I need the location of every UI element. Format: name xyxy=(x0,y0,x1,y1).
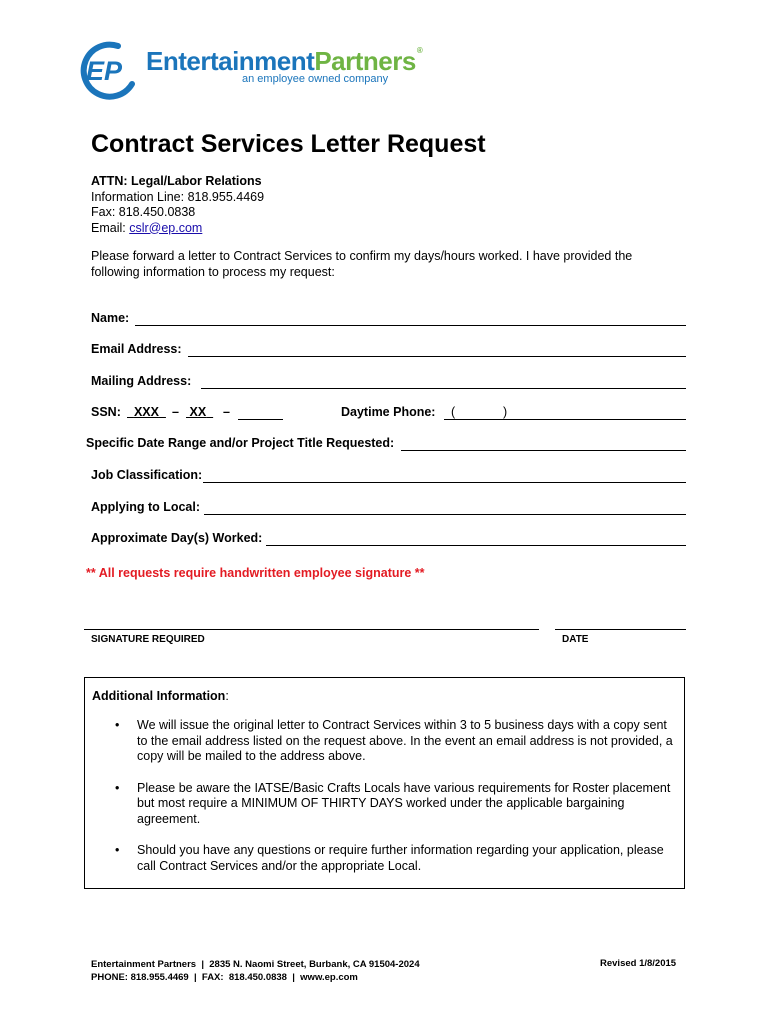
list-item: • We will issue the original letter to Contract Services within 3 to 5 business days with a copy sent to the email address listed on the request above. In the event an email address is not provided, a copy will be mailed to the address above. xyxy=(115,718,673,763)
name-field[interactable] xyxy=(135,325,686,326)
ep-logo-icon xyxy=(78,40,140,100)
footer-address: Entertainment Partners | 2835 N. Naomi Street, Burbank, CA 91504-2024 xyxy=(91,959,420,970)
list-item: • Please be aware the IATSE/Basic Crafts Locals have various requirements for Roster placement but most require a MINIMUM OF THIRTY DAYS worked under the applicable bargaining agreement. xyxy=(115,780,671,826)
contact-block xyxy=(91,174,264,236)
job-classification-field[interactable] xyxy=(203,482,686,483)
logo-tagline: an employee owned company xyxy=(242,73,389,85)
daytime-phone-label: Daytime Phone: xyxy=(341,405,436,419)
attn-line: ATTN: Legal/Labor Relations xyxy=(91,174,262,188)
date-line[interactable] xyxy=(555,629,686,630)
name-label: Name: xyxy=(91,311,130,325)
footer xyxy=(91,958,420,984)
logo-word-entertainment: Entertainment xyxy=(146,46,315,76)
email-address-field[interactable] xyxy=(188,356,686,357)
info-line: Information Line: 818.955.4469 xyxy=(91,189,265,204)
days-worked-label: Approximate Day(s) Worked: xyxy=(91,531,263,545)
date-range-label: Specific Date Range and/or Project Title Requested: xyxy=(86,436,395,450)
mailing-address-label: Mailing Address: xyxy=(91,374,192,388)
email-line xyxy=(91,221,264,237)
phone-area-open: ( xyxy=(451,405,456,419)
footer-contact: PHONE: 818.955.4469 | FAX: 818.450.0838 | www.ep.com xyxy=(91,972,358,983)
bullet-icon: • xyxy=(115,718,120,732)
applying-local-field[interactable] xyxy=(204,514,686,515)
company-logo xyxy=(78,40,423,100)
ssn-part-2[interactable]: XX xyxy=(189,405,207,419)
logo-word-partners: Partners xyxy=(314,46,416,76)
bullet-icon: • xyxy=(115,843,120,857)
registered-mark: ® xyxy=(416,46,423,55)
bullet-icon: • xyxy=(115,780,120,795)
page-title: Contract Services Letter Request xyxy=(91,130,486,158)
ssn-dash-2: – xyxy=(223,405,230,419)
ssn-label: SSN: xyxy=(91,405,121,419)
ssn-last-four-field[interactable] xyxy=(238,419,283,420)
days-worked-field[interactable] xyxy=(266,545,686,546)
revision-date: Revised 1/8/2015 xyxy=(600,958,677,969)
email-address-label: Email Address: xyxy=(91,342,182,356)
phone-area-close: ) xyxy=(503,405,508,419)
ssn-part-1[interactable]: XXX xyxy=(133,405,159,419)
applying-local-label: Applying to Local: xyxy=(91,500,201,514)
fax-line: Fax: 818.450.0838 xyxy=(91,205,196,219)
daytime-phone-field[interactable] xyxy=(444,419,686,420)
ssn-dash-1: – xyxy=(172,405,179,419)
signature-notice: ** All requests require handwritten employee signature ** xyxy=(86,566,425,580)
email-link[interactable]: cslr@ep.com xyxy=(129,220,203,235)
additional-info-list xyxy=(85,718,684,890)
list-item: • Should you have any questions or require further information regarding your application, please call Contract Services and/or the appropriate Local. xyxy=(115,843,664,873)
intro-paragraph: Please forward a letter to Contract Services to confirm my days/hours worked. I have provided the following information to process my request: xyxy=(91,249,633,279)
date-range-field[interactable] xyxy=(401,450,686,451)
email-label: Email: xyxy=(91,220,130,235)
logo-mark: EP xyxy=(86,56,123,86)
job-classification-label: Job Classification: xyxy=(91,468,203,482)
signature-line[interactable] xyxy=(84,629,539,630)
date-label: DATE xyxy=(562,634,589,645)
mailing-address-field[interactable] xyxy=(201,388,686,389)
signature-label: SIGNATURE REQUIRED xyxy=(91,634,205,645)
additional-info-title: Additional Information: xyxy=(92,689,229,703)
additional-info-box xyxy=(84,677,685,889)
